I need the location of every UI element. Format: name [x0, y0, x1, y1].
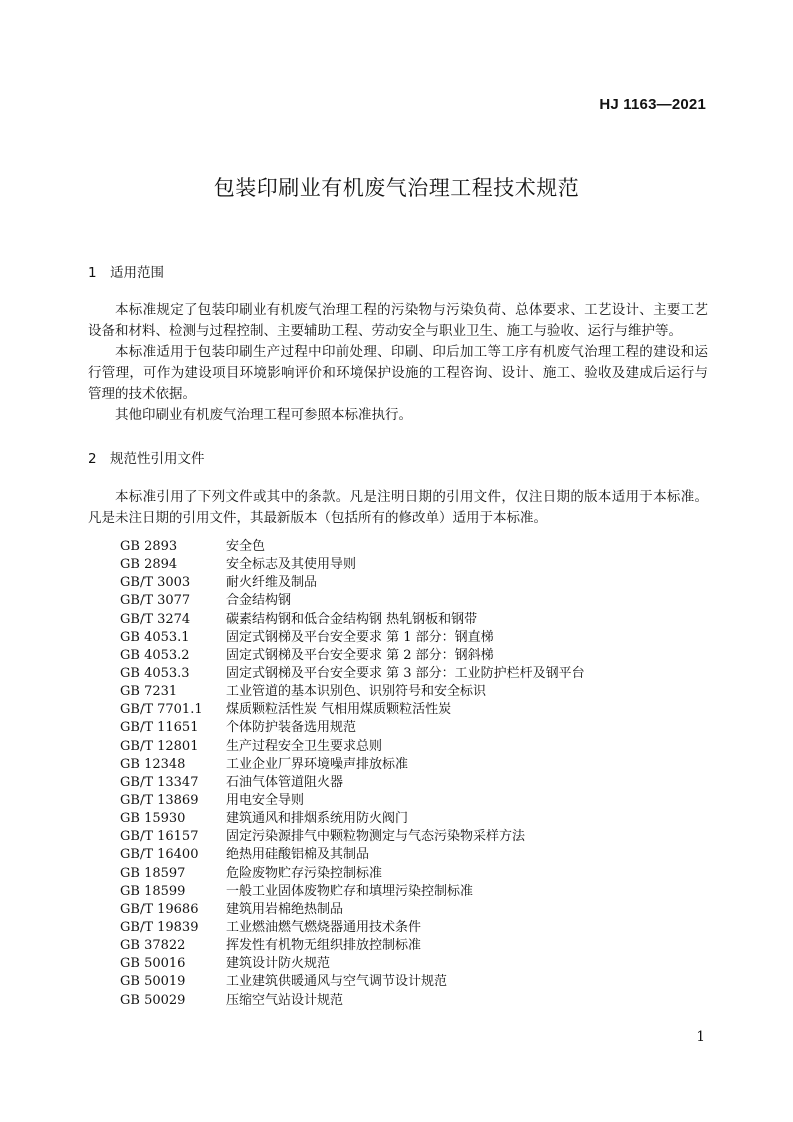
reference-item — [120, 883, 585, 901]
reference-title: 个体防护装备选用规范 — [226, 720, 357, 736]
reference-item — [120, 756, 585, 774]
reference-title: 合金结构钢 — [226, 593, 292, 609]
reference-item — [120, 865, 585, 883]
reference-title: 工业管道的基本识别色、识别符号和安全标识 — [226, 684, 487, 700]
reference-item — [120, 846, 585, 864]
reference-item — [120, 810, 585, 828]
reference-code: GB 7231 — [120, 684, 178, 700]
reference-code: GB/T 3274 — [120, 611, 191, 627]
reference-item — [120, 992, 585, 1010]
reference-title: 安全标志及其使用导则 — [226, 557, 357, 573]
reference-title: 固定式钢梯及平台安全要求 第 3 部分：工业防护栏杆及钢平台 — [226, 665, 585, 681]
reference-title: 耐火纤维及制品 — [226, 575, 318, 591]
reference-title: 碳素结构钢和低合金结构钢 热轧钢板和钢带 — [226, 611, 478, 627]
reference-item — [120, 611, 585, 629]
section-2-heading — [88, 447, 205, 467]
reference-code: GB/T 3077 — [120, 593, 191, 609]
reference-item — [120, 538, 585, 556]
reference-item — [120, 683, 585, 701]
reference-code: GB 4053.2 — [120, 647, 190, 663]
reference-code: GB/T 16157 — [120, 829, 199, 845]
reference-item — [120, 973, 585, 991]
reference-item — [120, 955, 585, 973]
reference-item — [120, 792, 585, 810]
reference-title: 一般工业固体废物贮存和填埋污染控制标准 — [226, 883, 474, 899]
reference-item — [120, 592, 585, 610]
reference-title: 挥发性有机物无组织排放控制标准 — [226, 938, 422, 954]
reference-code: GB 2894 — [120, 557, 178, 573]
reference-code: GB 4053.3 — [120, 665, 190, 681]
section-1-paragraph-2: 本标准适用于包装印刷生产过程中印前处理、印刷、印后加工等工序有机废气治理工程的建设和运行管理，可作为建设项目环境影响评价和环境保护设施的工程咨询、设计、施工、验收及建成后运行与管理的技术依据。 — [88, 344, 708, 402]
reference-item — [120, 574, 585, 592]
reference-code: GB 15930 — [120, 811, 186, 827]
reference-item — [120, 701, 585, 719]
reference-code: GB/T 12801 — [120, 738, 199, 754]
reference-title: 工业企业厂界环境噪声排放标准 — [226, 756, 409, 772]
reference-code: GB 50029 — [120, 992, 186, 1008]
section-1-title: 适用范围 — [110, 265, 164, 281]
section-2-title: 规范性引用文件 — [110, 451, 205, 467]
reference-item — [120, 919, 585, 937]
reference-title: 固定式钢梯及平台安全要求 第 2 部分：钢斜梯 — [226, 647, 494, 663]
reference-title: 建筑设计防火规范 — [226, 956, 331, 972]
reference-code: GB/T 3003 — [120, 575, 191, 591]
reference-code: GB 50019 — [120, 974, 186, 990]
reference-item — [120, 937, 585, 955]
section-2-intro: 本标准引用了下列文件或其中的条款。凡是注明日期的引用文件，仅注日期的版本适用于本标准。凡是未注日期的引用文件，其最新版本（包括所有的修改单）适用于本标准。 — [88, 489, 708, 526]
reference-code: GB 37822 — [120, 938, 186, 954]
reference-title: 固定式钢梯及平台安全要求 第 1 部分：钢直梯 — [226, 629, 494, 645]
reference-item — [120, 647, 585, 665]
reference-code: GB 18599 — [120, 883, 186, 899]
reference-item — [120, 556, 585, 574]
reference-title: 生产过程安全卫生要求总则 — [226, 738, 383, 754]
reference-title: 安全色 — [226, 539, 266, 554]
reference-title: 石油气体管道阻火器 — [226, 774, 344, 790]
reference-code: GB/T 19839 — [120, 919, 199, 935]
section-1-number: 1 — [88, 265, 97, 281]
document-title: 包装印刷业有机废气治理工程技术规范 — [213, 176, 580, 200]
reference-item — [120, 738, 585, 756]
standard-number: HJ 1163—2021 — [599, 96, 706, 113]
reference-title: 建筑用岩棉绝热制品 — [226, 901, 344, 917]
reference-code: GB/T 13869 — [120, 792, 199, 808]
reference-title: 危险废物贮存污染控制标准 — [226, 865, 383, 881]
reference-code: GB/T 11651 — [120, 720, 199, 736]
reference-code: GB/T 19686 — [120, 901, 199, 917]
reference-title: 工业燃油燃气燃烧器通用技术条件 — [226, 919, 422, 935]
reference-item — [120, 828, 585, 846]
section-1-heading — [88, 261, 164, 281]
reference-code: GB 12348 — [120, 756, 186, 772]
reference-code: GB 4053.1 — [120, 629, 190, 645]
reference-code: GB 2893 — [120, 539, 178, 554]
section-1-paragraph-1: 本标准规定了包装印刷业有机废气治理工程的污染物与污染负荷、总体要求、工艺设计、主要工艺设备和材料、检测与过程控制、主要辅助工程、劳动安全与职业卫生、施工与验收、运行与维护等。 — [88, 302, 708, 339]
reference-item — [120, 774, 585, 792]
reference-code: GB/T 7701.1 — [120, 702, 203, 718]
section-1-paragraph-3: 其他印刷业有机废气治理工程可参照本标准执行。 — [115, 407, 412, 423]
reference-title: 煤质颗粒活性炭 气相用煤质颗粒活性炭 — [226, 702, 452, 718]
reference-code: GB 50016 — [120, 956, 186, 972]
reference-title: 绝热用硅酸铝棉及其制品 — [226, 847, 370, 863]
reference-title: 建筑通风和排烟系统用防火阀门 — [226, 811, 409, 827]
reference-title: 用电安全导则 — [226, 792, 305, 808]
reference-item — [120, 719, 585, 737]
reference-item — [120, 629, 585, 647]
reference-title: 工业建筑供暖通风与空气调节设计规范 — [226, 974, 448, 990]
reference-title: 固定污染源排气中颗粒物测定与气态污染物采样方法 — [226, 829, 526, 845]
reference-code: GB 18597 — [120, 865, 186, 881]
reference-title: 压缩空气站设计规范 — [226, 992, 344, 1008]
page-number: 1 — [696, 1029, 705, 1045]
reference-code: GB/T 16400 — [120, 847, 199, 863]
reference-item — [120, 901, 585, 919]
reference-code: GB/T 13347 — [120, 774, 199, 790]
section-2-number: 2 — [88, 451, 97, 467]
reference-item — [120, 665, 585, 683]
reference-list — [120, 538, 585, 1010]
